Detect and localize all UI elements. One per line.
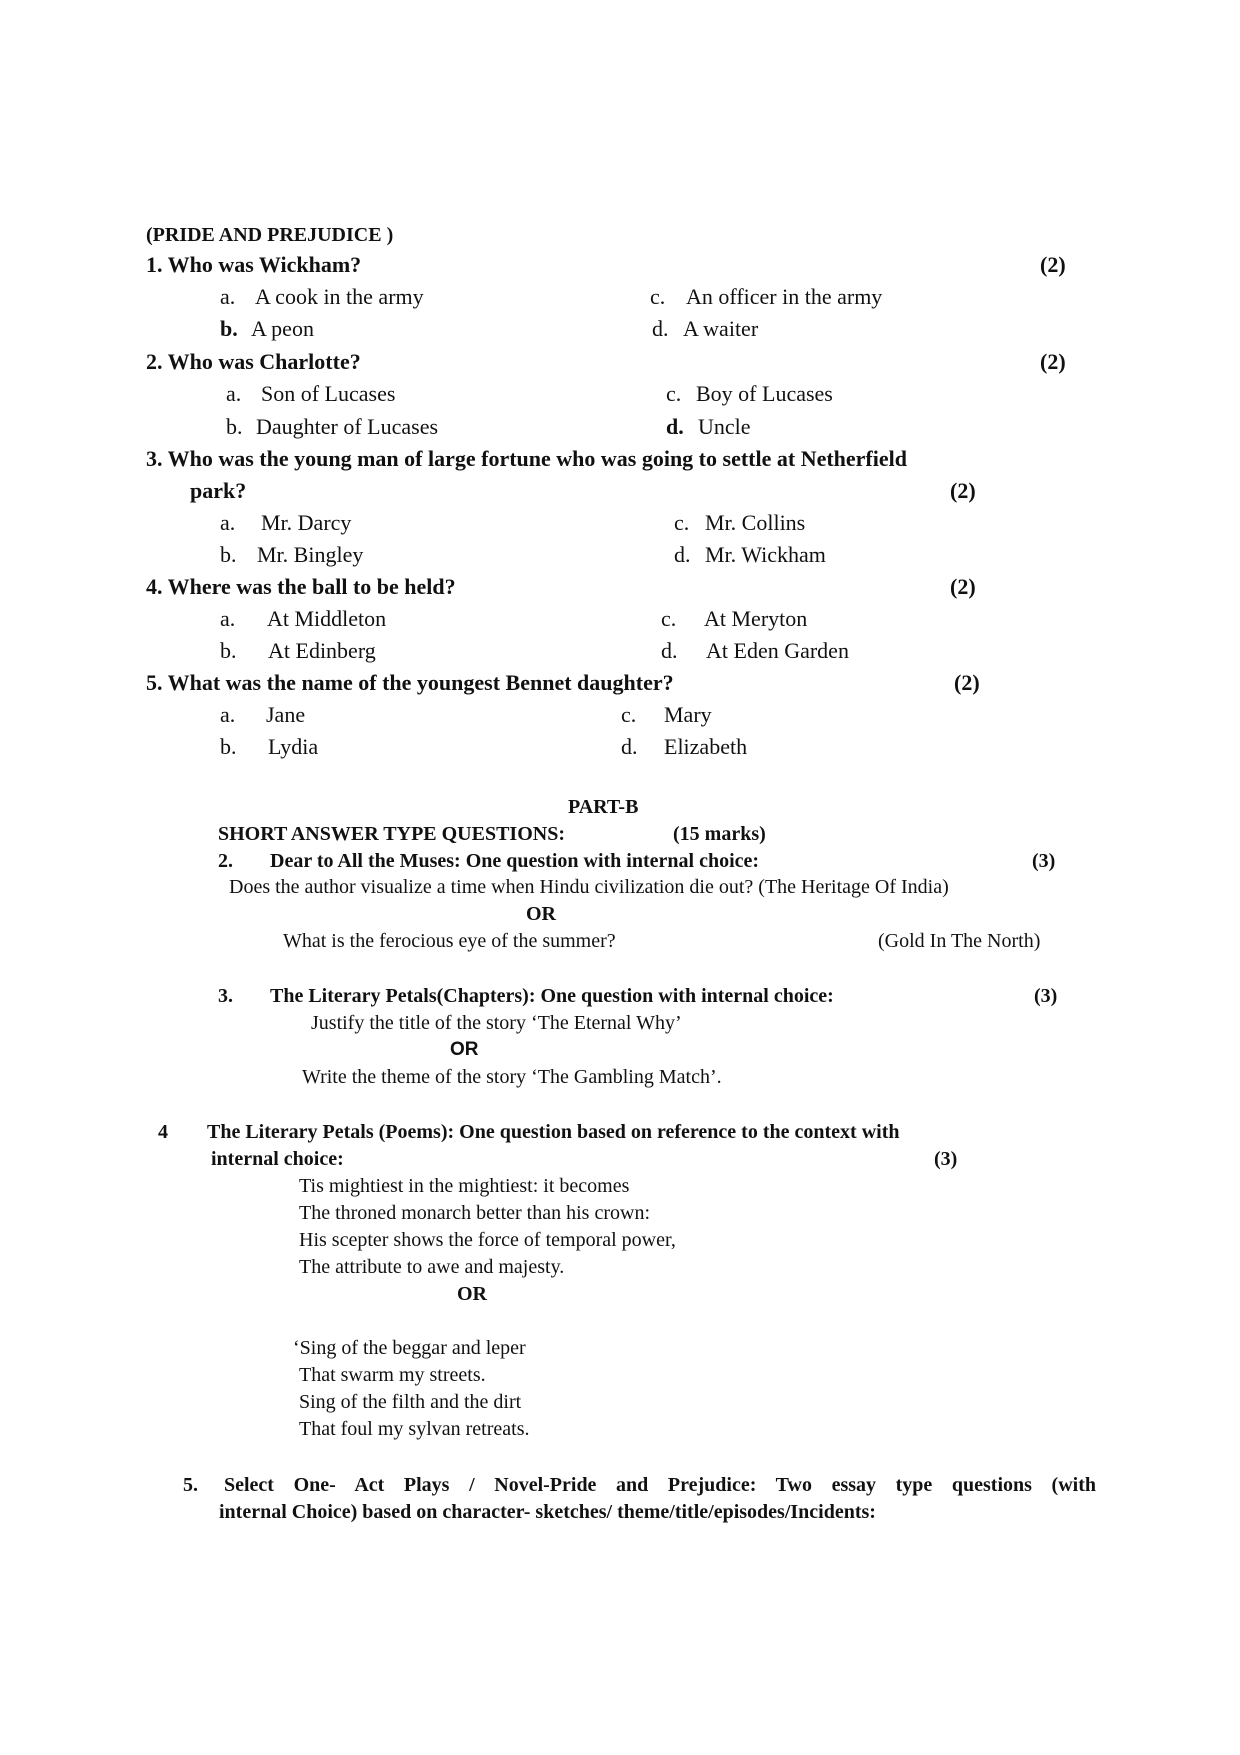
part-b-q3-heading: The Literary Petals(Chapters): One question with internal choice: — [270, 985, 834, 1007]
part-b-q2-line1: Does the author visualize a time when Hindu civilization die out? (The Heritage Of India) — [229, 876, 949, 898]
option-text: Mary — [664, 702, 712, 727]
or-divider: OR — [450, 1039, 479, 1060]
option-text: Mr. Collins — [705, 510, 806, 535]
poem-line: That foul my sylvan retreats. — [299, 1418, 530, 1440]
option-letter: c. — [674, 510, 690, 535]
part-b-q2-source: (Gold In The North) — [878, 930, 1041, 952]
option-text: Jane — [266, 702, 306, 727]
option-letter: b. — [220, 638, 237, 663]
part-b-q2-marks: (3) — [1032, 850, 1056, 872]
option-letter: c. — [661, 606, 677, 631]
part-b-subtitle: SHORT ANSWER TYPE QUESTIONS: — [218, 823, 565, 845]
option-text: At Meryton — [704, 606, 808, 631]
part-b-q4-number: 4 — [158, 1121, 168, 1143]
part-b-q3-line1: Justify the title of the story ‘The Eternal Why’ — [311, 1012, 682, 1034]
part-b-q4-heading-cont: internal choice: — [211, 1148, 344, 1170]
question-5-marks: (2) — [954, 670, 980, 695]
option-text: Son of Lucases — [261, 381, 396, 406]
option-letter: b. — [220, 316, 238, 341]
option-letter: a. — [220, 284, 236, 309]
question-2-marks: (2) — [1040, 349, 1066, 374]
option-letter: d. — [661, 638, 678, 663]
section-title: (PRIDE AND PREJUDICE ) — [146, 224, 394, 246]
option-letter: a. — [220, 702, 236, 727]
option-text: A peon — [251, 316, 314, 341]
option-letter: b. — [226, 414, 243, 439]
question-3-text: 3. Who was the young man of large fortune who was going to settle at Netherfield — [146, 446, 907, 471]
part-b-q4-heading: The Literary Petals (Poems): One question based on reference to the context with — [207, 1121, 900, 1143]
or-divider: OR — [526, 903, 556, 925]
part-b-q3-line2: Write the theme of the story ‘The Gambling Match’. — [302, 1066, 722, 1088]
part-b-title: PART-B — [568, 796, 639, 818]
option-letter: c. — [621, 702, 637, 727]
option-letter: b. — [220, 542, 237, 567]
part-b-q2-number: 2. — [218, 850, 233, 872]
option-text: An officer in the army — [686, 284, 883, 309]
option-text: Uncle — [698, 414, 751, 439]
question-1-text: 1. Who was Wickham? — [146, 252, 362, 277]
option-text: At Edinberg — [268, 638, 376, 663]
option-letter: a. — [220, 606, 236, 631]
question-3-text-cont: park? — [190, 478, 247, 503]
question-1-marks: (2) — [1040, 252, 1066, 277]
poem-line: That swarm my streets. — [299, 1364, 486, 1386]
option-text: A waiter — [683, 316, 759, 341]
option-letter: a. — [226, 381, 242, 406]
option-text: Elizabeth — [664, 734, 748, 759]
part-b-q2-heading: Dear to All the Muses: One question with internal choice: — [270, 850, 760, 872]
option-text: Lydia — [268, 734, 319, 759]
option-text: Mr. Bingley — [257, 542, 364, 567]
question-3-marks: (2) — [950, 478, 976, 503]
option-text: A cook in the army — [255, 284, 424, 309]
option-text: At Middleton — [267, 606, 387, 631]
option-letter: b. — [220, 734, 237, 759]
part-b-q5-line2: internal Choice) based on character- sketches/ theme/title/episodes/Incidents: — [219, 1501, 876, 1523]
option-text: At Eden Garden — [706, 638, 849, 663]
part-b-q3-marks: (3) — [1034, 985, 1058, 1007]
option-text: Mr. Wickham — [705, 542, 826, 567]
option-text: Mr. Darcy — [261, 510, 352, 535]
question-2-text: 2. Who was Charlotte? — [146, 349, 361, 374]
poem-line: His scepter shows the force of temporal power, — [299, 1229, 676, 1251]
part-b-q4-marks: (3) — [934, 1148, 958, 1170]
poem-line: ‘Sing of the beggar and leper — [293, 1337, 526, 1359]
option-letter: a. — [220, 510, 236, 535]
option-letter: d. — [666, 414, 684, 439]
question-4-text: 4. Where was the ball to be held? — [146, 574, 456, 599]
part-b-q5-line1: Select One- Act Plays / Novel-Pride and Prejudice: Two essay type questions (with — [224, 1474, 1096, 1496]
poem-line: The attribute to awe and majesty. — [299, 1256, 565, 1278]
or-divider: OR — [457, 1283, 487, 1305]
option-letter: c. — [650, 284, 666, 309]
part-b-q3-number: 3. — [218, 985, 233, 1007]
poem-line: Tis mightiest in the mightiest: it becomes — [299, 1175, 630, 1197]
option-text: Boy of Lucases — [696, 381, 833, 406]
part-b-subtitle-marks: (15 marks) — [673, 823, 766, 845]
option-text: Daughter of Lucases — [256, 414, 439, 439]
poem-line: The throned monarch better than his crown: — [299, 1202, 650, 1224]
part-b-q2-line2: What is the ferocious eye of the summer? — [283, 930, 616, 952]
question-5-text: 5. What was the name of the youngest Bennet daughter? — [146, 670, 674, 695]
part-b-q5-number: 5. — [183, 1474, 198, 1496]
poem-line: Sing of the filth and the dirt — [299, 1391, 522, 1413]
option-letter: c. — [666, 381, 682, 406]
option-letter: d. — [621, 734, 638, 759]
option-letter: d. — [652, 316, 669, 341]
option-letter: d. — [674, 542, 691, 567]
question-4-marks: (2) — [950, 574, 976, 599]
